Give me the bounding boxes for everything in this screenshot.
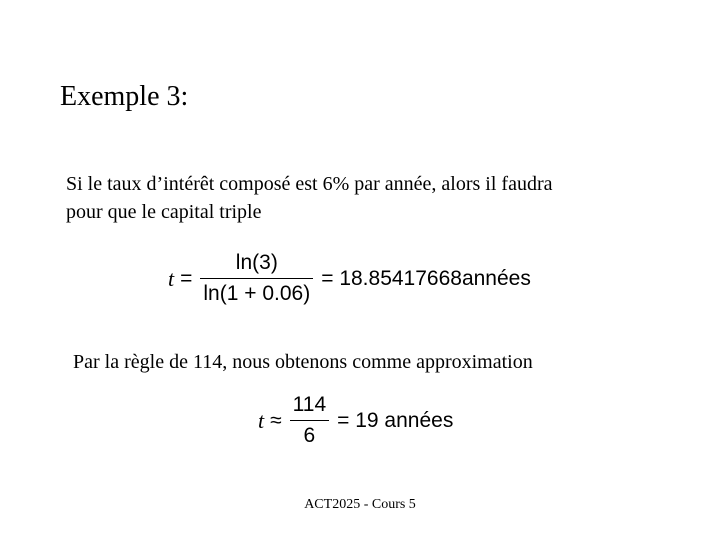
- equation-variable: t: [168, 265, 175, 291]
- slide-footer: ACT2025 - Cours 5: [304, 497, 416, 512]
- equation-variable: t: [258, 407, 265, 433]
- slide-title: Exemple 3:: [60, 81, 189, 112]
- paragraph-compound-interest: [66, 170, 666, 226]
- equation-equals-sign: =: [180, 266, 193, 290]
- equation-fraction: [200, 250, 313, 307]
- fraction-numerator: ln(3): [235, 251, 278, 274]
- paragraph-line-2: pour que le capital triple: [66, 201, 262, 223]
- paragraph-line-1: Si le taux d’intérêt composé est 6% par année, alors il faudra: [66, 173, 553, 195]
- equation-result: = 19 années: [337, 408, 454, 432]
- equation-approximation: [258, 392, 453, 449]
- paragraph-rule-114: Par la règle de 114, nous obtenons comme approximation: [73, 351, 533, 373]
- fraction-numerator: 114: [292, 393, 327, 416]
- equation-approx-sign: ≈: [270, 408, 282, 432]
- fraction-denominator: ln(1 + 0.06): [203, 282, 311, 305]
- equation-result: = 18.85417668années: [321, 266, 531, 290]
- equation-fraction: [290, 392, 329, 449]
- equation-exact-time: [168, 250, 531, 307]
- fraction-denominator: 6: [303, 424, 316, 447]
